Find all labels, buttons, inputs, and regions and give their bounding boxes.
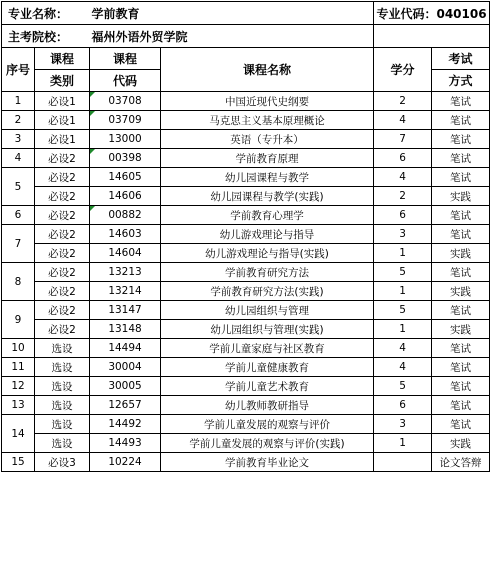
school-row	[2, 25, 490, 48]
credit-cell: 1	[374, 244, 432, 263]
type-cell: 必设2	[35, 187, 90, 206]
table-row	[2, 244, 490, 263]
school-blank-cell	[374, 25, 490, 48]
name-cell: 学前教育心理学	[161, 206, 374, 225]
exam-cell: 实践	[432, 320, 490, 339]
name-cell: 幼儿园课程与教学	[161, 168, 374, 187]
name-cell: 幼儿园组织与管理(实践)	[161, 320, 374, 339]
header-row-1	[2, 48, 490, 70]
major-row	[2, 2, 490, 25]
exam-cell: 笔试	[432, 377, 490, 396]
col-header-code-1: 课程	[90, 48, 161, 70]
seq-cell: 5	[2, 168, 35, 206]
exam-cell: 实践	[432, 244, 490, 263]
exam-cell: 笔试	[432, 206, 490, 225]
credit-cell: 5	[374, 301, 432, 320]
table-row	[2, 225, 490, 244]
col-header-credit: 学分	[374, 48, 432, 92]
school-label: 主考院校：	[2, 25, 90, 48]
type-cell: 选设	[35, 358, 90, 377]
type-cell: 必设2	[35, 225, 90, 244]
name-cell: 幼儿教师教研指导	[161, 396, 374, 415]
col-header-exam-2: 方式	[432, 70, 490, 92]
code-cell: 12657	[90, 396, 161, 415]
credit-cell	[374, 453, 432, 472]
col-header-exam-1: 考试	[432, 48, 490, 70]
type-cell: 必设3	[35, 453, 90, 472]
name-cell: 幼儿游戏理论与指导(实践)	[161, 244, 374, 263]
col-header-seq: 序号	[2, 48, 35, 92]
credit-cell: 4	[374, 339, 432, 358]
seq-cell: 15	[2, 453, 35, 472]
type-cell: 选设	[35, 377, 90, 396]
table-row	[2, 168, 490, 187]
seq-cell: 3	[2, 130, 35, 149]
seq-cell: 6	[2, 206, 35, 225]
name-cell: 幼儿园组织与管理	[161, 301, 374, 320]
curriculum-table	[1, 1, 490, 472]
seq-cell: 10	[2, 339, 35, 358]
major-value: 学前教育	[90, 2, 374, 25]
table-row	[2, 111, 490, 130]
credit-cell: 4	[374, 111, 432, 130]
code-cell: 13148	[90, 320, 161, 339]
type-cell: 选设	[35, 434, 90, 453]
code-cell: 14606	[90, 187, 161, 206]
code-cell: 14605	[90, 168, 161, 187]
credit-cell: 6	[374, 149, 432, 168]
exam-cell: 笔试	[432, 225, 490, 244]
table-row	[2, 206, 490, 225]
type-cell: 必设2	[35, 244, 90, 263]
credit-cell: 6	[374, 396, 432, 415]
seq-cell: 11	[2, 358, 35, 377]
major-label: 专业名称：	[2, 2, 90, 25]
type-cell: 必设2	[35, 168, 90, 187]
table-row	[2, 320, 490, 339]
table-row	[2, 92, 490, 111]
code-cell: 13147	[90, 301, 161, 320]
exam-cell: 实践	[432, 434, 490, 453]
exam-cell: 笔试	[432, 92, 490, 111]
name-cell: 学前儿童发展的观察与评价(实践)	[161, 434, 374, 453]
credit-cell: 2	[374, 92, 432, 111]
credit-cell: 1	[374, 282, 432, 301]
code-cell: 00398	[90, 149, 161, 168]
table-row	[2, 301, 490, 320]
exam-cell: 论文答辩	[432, 453, 490, 472]
type-cell: 选设	[35, 415, 90, 434]
type-cell: 必设2	[35, 282, 90, 301]
exam-cell: 实践	[432, 282, 490, 301]
exam-cell: 笔试	[432, 339, 490, 358]
col-header-type-2: 类别	[35, 70, 90, 92]
school-value: 福州外语外贸学院	[90, 25, 374, 48]
name-cell: 幼儿园课程与教学(实践)	[161, 187, 374, 206]
code-cell: 03709	[90, 111, 161, 130]
code-cell: 30005	[90, 377, 161, 396]
credit-cell: 1	[374, 434, 432, 453]
type-cell: 必设1	[35, 130, 90, 149]
credit-cell: 5	[374, 263, 432, 282]
name-cell: 学前教育毕业论文	[161, 453, 374, 472]
col-header-code-2: 代码	[90, 70, 161, 92]
seq-cell: 12	[2, 377, 35, 396]
type-cell: 必设2	[35, 263, 90, 282]
exam-cell: 笔试	[432, 396, 490, 415]
name-cell: 英语（专升本）	[161, 130, 374, 149]
seq-cell: 7	[2, 225, 35, 263]
table-row	[2, 434, 490, 453]
code-cell: 13000	[90, 130, 161, 149]
table-row	[2, 187, 490, 206]
code-cell: 03708	[90, 92, 161, 111]
type-cell: 选设	[35, 339, 90, 358]
credit-cell: 3	[374, 415, 432, 434]
code-cell: 13214	[90, 282, 161, 301]
table-row	[2, 282, 490, 301]
col-header-name: 课程名称	[161, 48, 374, 92]
type-cell: 必设2	[35, 301, 90, 320]
code-cell: 10224	[90, 453, 161, 472]
type-cell: 必设1	[35, 111, 90, 130]
seq-cell: 9	[2, 301, 35, 339]
table-row	[2, 358, 490, 377]
type-cell: 必设2	[35, 149, 90, 168]
credit-cell: 4	[374, 168, 432, 187]
credit-cell: 2	[374, 187, 432, 206]
exam-cell: 笔试	[432, 263, 490, 282]
name-cell: 幼儿游戏理论与指导	[161, 225, 374, 244]
table-row	[2, 377, 490, 396]
table-row	[2, 339, 490, 358]
seq-cell: 14	[2, 415, 35, 453]
table-row	[2, 130, 490, 149]
seq-cell: 4	[2, 149, 35, 168]
exam-cell: 笔试	[432, 358, 490, 377]
type-cell: 选设	[35, 396, 90, 415]
name-cell: 学前儿童发展的观察与评价	[161, 415, 374, 434]
credit-cell: 4	[374, 358, 432, 377]
name-cell: 学前儿童健康教育	[161, 358, 374, 377]
credit-cell: 7	[374, 130, 432, 149]
seq-cell: 8	[2, 263, 35, 301]
major-code: 专业代码：040106	[374, 2, 490, 25]
exam-cell: 笔试	[432, 415, 490, 434]
table-row	[2, 415, 490, 434]
name-cell: 学前教育研究方法(实践)	[161, 282, 374, 301]
exam-cell: 笔试	[432, 301, 490, 320]
credit-cell: 3	[374, 225, 432, 244]
exam-cell: 笔试	[432, 130, 490, 149]
name-cell: 中国近现代史纲要	[161, 92, 374, 111]
credit-cell: 5	[374, 377, 432, 396]
type-cell: 必设2	[35, 320, 90, 339]
name-cell: 学前儿童家庭与社区教育	[161, 339, 374, 358]
name-cell: 学前儿童艺术教育	[161, 377, 374, 396]
name-cell: 学前教育研究方法	[161, 263, 374, 282]
table-row	[2, 453, 490, 472]
code-cell: 13213	[90, 263, 161, 282]
code-cell: 14604	[90, 244, 161, 263]
table-row	[2, 149, 490, 168]
table-row	[2, 396, 490, 415]
credit-cell: 6	[374, 206, 432, 225]
exam-cell: 笔试	[432, 111, 490, 130]
code-cell: 30004	[90, 358, 161, 377]
seq-cell: 13	[2, 396, 35, 415]
exam-cell: 实践	[432, 187, 490, 206]
type-cell: 必设1	[35, 92, 90, 111]
type-cell: 必设2	[35, 206, 90, 225]
name-cell: 学前教育原理	[161, 149, 374, 168]
col-header-type-1: 课程	[35, 48, 90, 70]
code-cell: 14492	[90, 415, 161, 434]
exam-cell: 笔试	[432, 149, 490, 168]
code-cell: 14494	[90, 339, 161, 358]
name-cell: 马克思主义基本原理概论	[161, 111, 374, 130]
exam-cell: 笔试	[432, 168, 490, 187]
code-cell: 14603	[90, 225, 161, 244]
seq-cell: 2	[2, 111, 35, 130]
credit-cell: 1	[374, 320, 432, 339]
seq-cell: 1	[2, 92, 35, 111]
table-row	[2, 263, 490, 282]
code-cell: 00882	[90, 206, 161, 225]
code-cell: 14493	[90, 434, 161, 453]
